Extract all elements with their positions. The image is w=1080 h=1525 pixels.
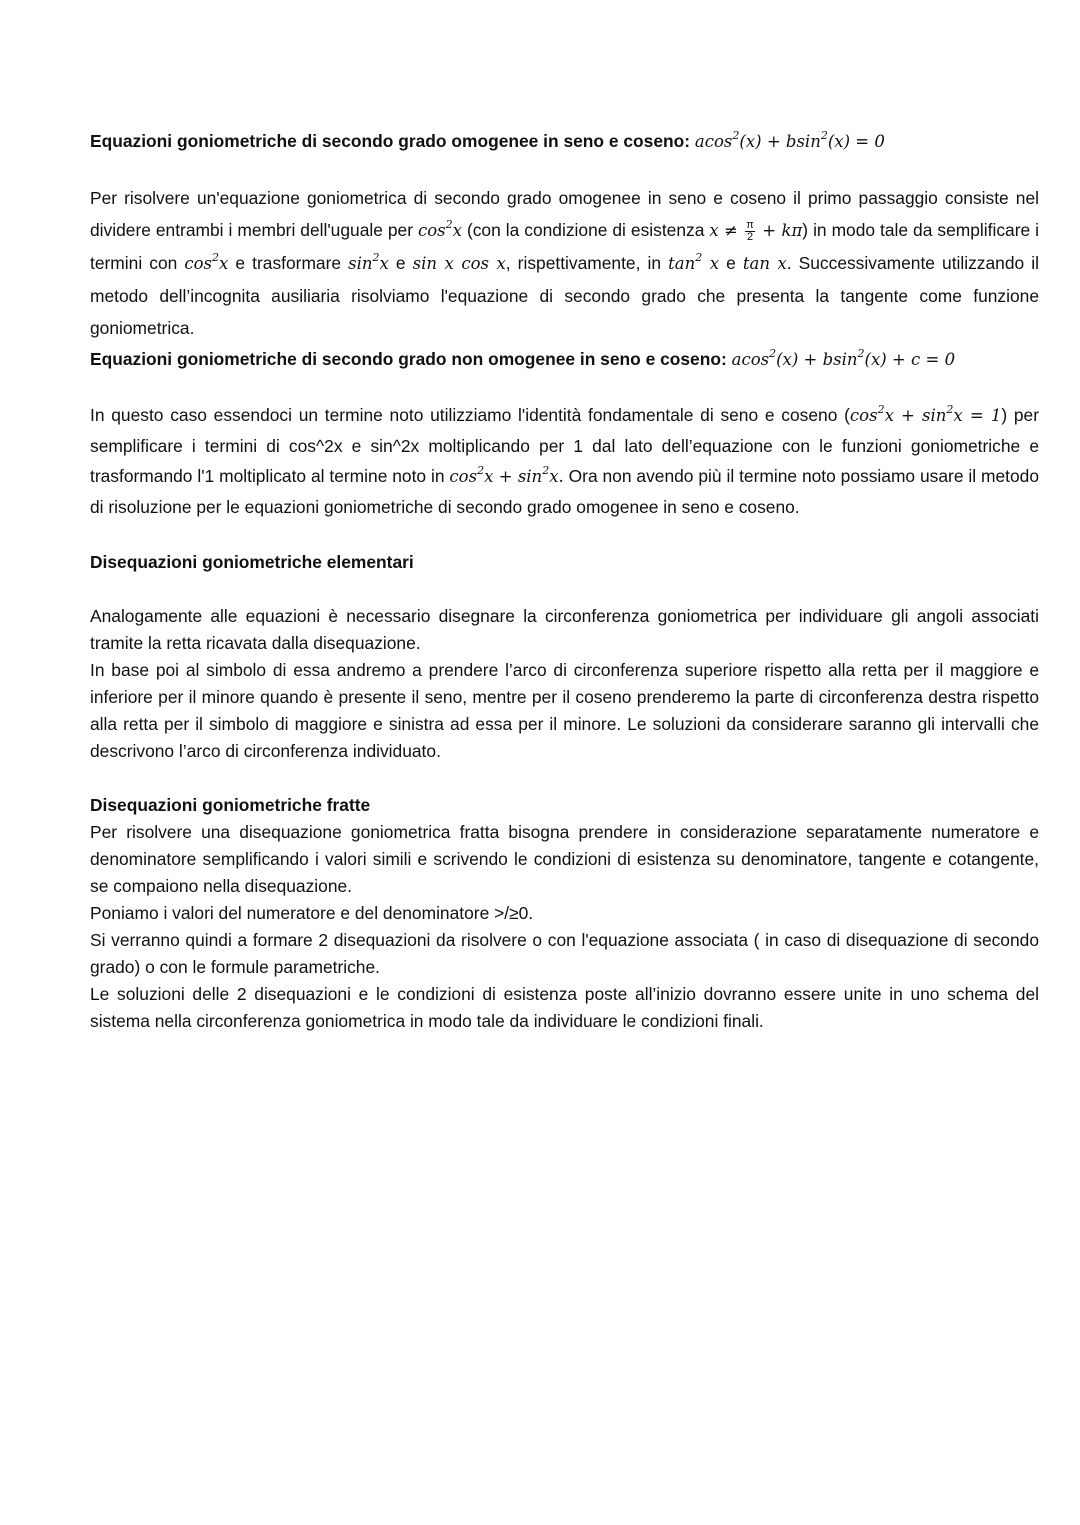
document-page <box>90 128 1039 1035</box>
paragraph-omogenee: Per risolvere un'equazione goniometrica di secondo grado omogenee in seno e coseno il primo passaggio consiste nel dividere entrambi i membri dell'uguale per $\cos^2x$ (con la condizione di esistenza x ≠ $\frac{\pi}{2}$ + kπ) in modo tale da semplificare i termini con $\cos^2x$ e trasformare $\sin^2x$ e sin x cos x, rispettivamente, in $\tan^2 x$ e tan x. Successivamente utilizzando il metodo dell’incognita ausiliaria risolviamo l'equazione di secondo grado che presenta la tangente come funzione goniometrica. <box>90 188 1039 338</box>
heading-non-omogenee-text: Equazioni goniometriche di secondo grado non omogenee in seno e coseno: <box>90 349 727 369</box>
heading-non-omogenee <box>90 346 1039 373</box>
heading-omogenee-text: Equazioni goniometriche di secondo grado omogenee in seno e coseno: <box>90 131 691 151</box>
formula-non-omogenee: acos$^2$(x) + bsin$^2$(x) + c = 0 <box>731 346 956 369</box>
spacer <box>90 155 1039 182</box>
formula-omogenee: acos$^2$(x) + bsin$^2$(x) = 0 <box>694 128 885 151</box>
paragraph-non-omogenee: In questo caso essendoci un termine noto utilizziamo l'identità fondamentale di seno e coseno $(\cos^2x + \sin^2x = 1)$ per semplificare i termini di cos^2x e sin^2x moltiplicando per 1 dal lato dell’equazione con le funzioni goniometriche e trasformando l'1 moltiplicato al termine noto in $\cos^2x + \sin^2x$. Ora non avendo più il termine noto possiamo usare il metodo di risoluzione per le equazioni goniometriche di secondo grado omogenee in seno e coseno. <box>90 402 1039 517</box>
paragraph-elementari-2: In base poi al simbolo di essa andremo a prendere l’arco di circonferenza superiore rispetto alla retta per il maggiore e inferiore per il minore quando è presente il seno, mentre per il coseno prenderemo la parte di circonferenza destra rispetto alla retta per il simbolo di maggiore e sinistra ad essa per il minore. Le soluzioni da considerare saranno gli intervalli che descrivono l’arco di circonferenza individuato. <box>90 660 1039 761</box>
paragraph-fratte-2: Poniamo i valori del numeratore e del denominatore >/≥0. <box>90 903 534 923</box>
heading-disequazioni-fratte: Disequazioni goniometriche fratte <box>90 795 371 815</box>
spacer <box>90 522 1039 549</box>
fraction-pi-over-2: $\frac{\pi}{2}$ <box>746 218 754 243</box>
heading-omogenee <box>90 128 1039 155</box>
heading-disequazioni-elementari: Disequazioni goniometriche elementari <box>90 552 414 572</box>
spacer <box>90 373 1039 400</box>
spacer <box>90 576 1039 603</box>
spacer <box>90 765 1039 792</box>
paragraph-fratte-3: Si verranno quindi a formare 2 disequazioni da risolvere o con l'equazione associata ( in caso di disequazione di secondo grado) o con le formule parametriche. <box>90 930 1039 977</box>
paragraph-fratte-4: Le soluzioni delle 2 disequazioni e le condizioni di esistenza poste all’inizio dovranno essere unite in uno schema del sistema nella circonferenza goniometrica in modo tale da individuare le condizioni finali. <box>90 984 1039 1031</box>
paragraph-elementari-1: Analogamente alle equazioni è necessario disegnare la circonferenza goniometrica per individuare gli angoli associati tramite la retta ricavata dalla disequazione. <box>90 606 1039 653</box>
paragraph-fratte-1: Per risolvere una disequazione goniometrica fratta bisogna prendere in considerazione separatamente numeratore e denominatore semplificando i valori simili e scrivendo le condizioni di esistenza su denominatore, tangente e cotangente, se compaiono nella disequazione. <box>90 822 1039 896</box>
